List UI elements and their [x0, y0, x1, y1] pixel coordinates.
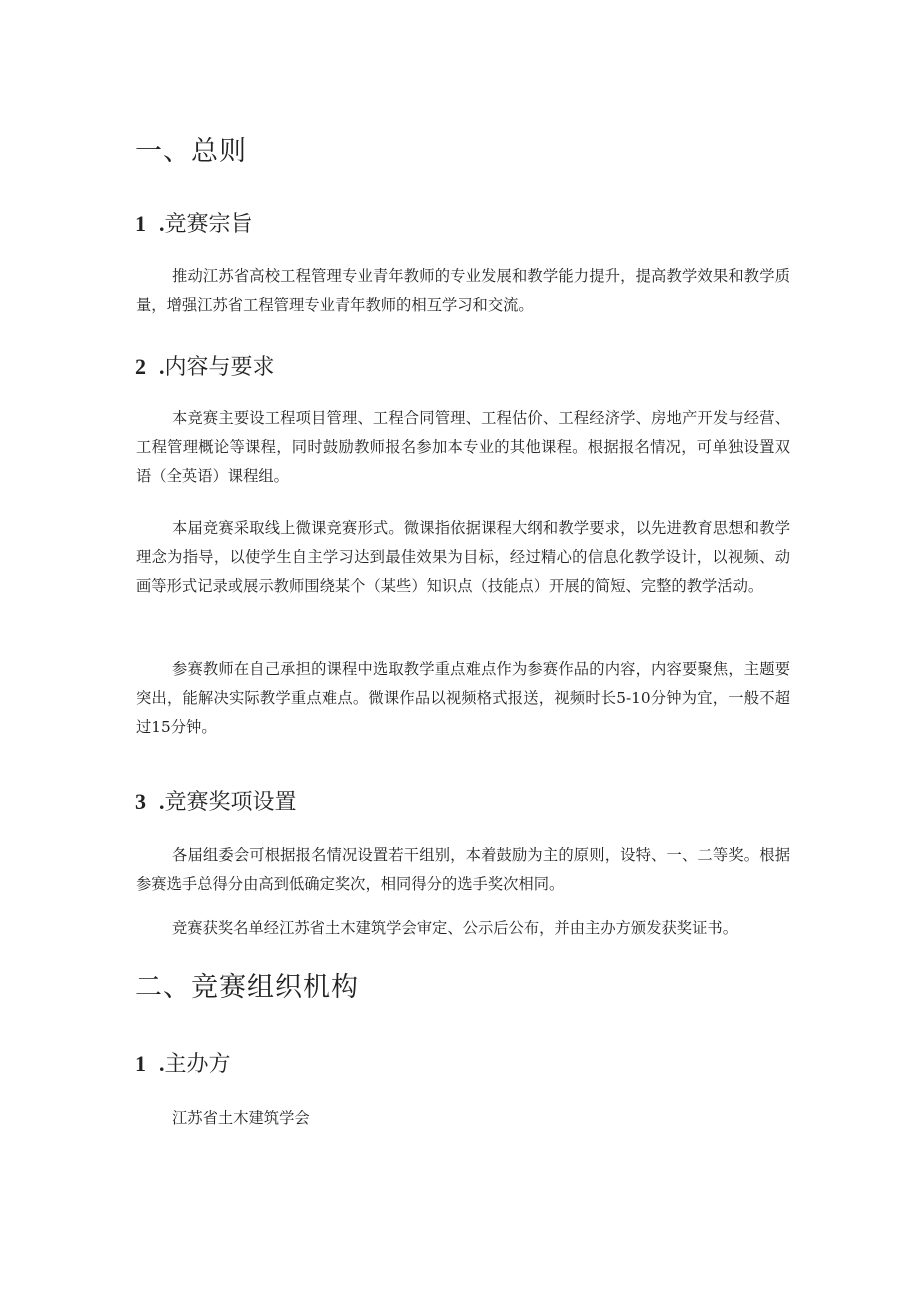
subsection-number: 1 — [135, 211, 146, 236]
subsection-dot: . — [159, 789, 165, 814]
subsection-dot: . — [159, 354, 165, 379]
paragraph-courses: 本竞赛主要设工程项目管理、工程合同管理、工程估价、工程经济学、房地产开发与经营、工程管理概论等课程，同时鼓励教师报名参加本专业的其他课程。根据报名情况，可单独设置双语（全英语）课程组。 — [136, 409, 790, 485]
subsection-number: 2 — [135, 354, 146, 379]
subsection-heading-purpose — [135, 210, 253, 239]
subsection-title: 竞赛奖项设置 — [164, 790, 297, 815]
subsection-heading-awards — [135, 788, 297, 817]
subsection-heading-content — [135, 353, 275, 382]
subsection-number: 3 — [135, 789, 146, 814]
subsection-title: 主办方 — [164, 1052, 231, 1077]
section-heading-general: 一、总则 — [135, 136, 247, 167]
subsection-dot: . — [159, 211, 165, 236]
subsection-title: 内容与要求 — [164, 355, 275, 380]
paragraph-award-announcement: 竞赛获奖名单经江苏省土木建筑学会审定、公示后公布，并由主办方颁发获奖证书。 — [172, 919, 738, 937]
paragraph-purpose: 推动江苏省高校工程管理专业青年教师的专业发展和教学能力提升，提高教学效果和教学质量，增强江苏省工程管理专业青年教师的相互学习和交流。 — [136, 267, 790, 314]
host-organization-name: 江苏省土木建筑学会 — [172, 1109, 310, 1127]
paragraph-award-levels: 各届组委会可根据报名情况设置若干组别，本着鼓励为主的原则，设特、一、二等奖。根据参赛选手总得分由高到低确定奖次，相同得分的选手奖次相同。 — [136, 846, 790, 893]
subsection-title: 竞赛宗旨 — [164, 212, 253, 237]
subsection-heading-host — [135, 1050, 231, 1079]
section-heading-organization: 二、竞赛组织机构 — [135, 972, 359, 1003]
paragraph-requirements: 参赛教师在自己承担的课程中选取教学重点难点作为参赛作品的内容，内容要聚焦，主题要突出，能解决实际教学重点难点。微课作品以视频格式报送，视频时长5-10分钟为宜，一般不超过15分钟。 — [136, 660, 790, 736]
subsection-dot: . — [159, 1051, 165, 1076]
paragraph-format: 本届竞赛采取线上微课竞赛形式。微课指依据课程大纲和教学要求，以先进教育思想和教学理念为指导，以使学生自主学习达到最佳效果为目标，经过精心的信息化教学设计，以视频、动画等形式记录或展示教师围绕某个（某些）知识点（技能点）开展的简短、完整的教学活动。 — [136, 519, 790, 595]
subsection-number: 1 — [135, 1051, 146, 1076]
